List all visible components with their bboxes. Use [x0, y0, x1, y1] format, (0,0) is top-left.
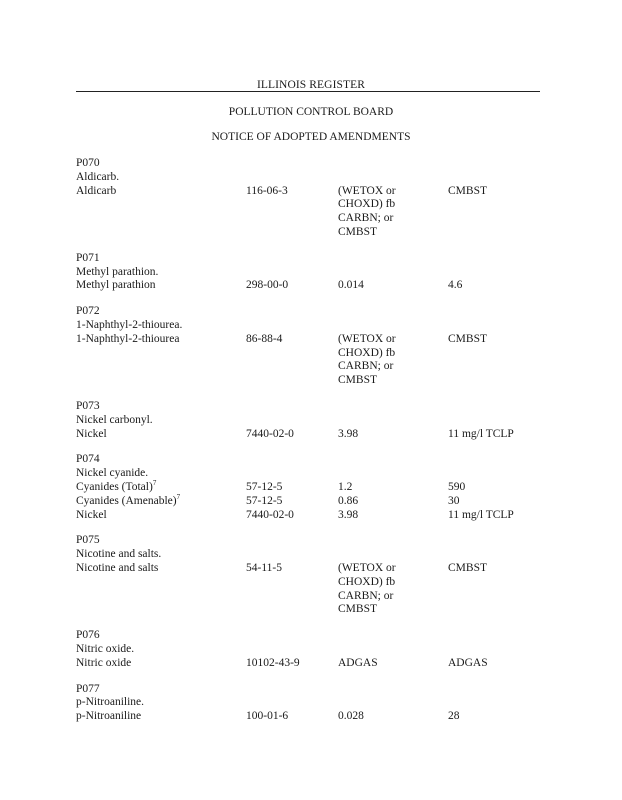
- constituent-row: [76, 481, 546, 495]
- constituent-name: [76, 562, 246, 576]
- cas-number: 57-12-5: [246, 480, 283, 493]
- constituent-name: [76, 185, 246, 199]
- waste-entry: [76, 453, 546, 522]
- wastewater-standard-line: ADGAS: [338, 656, 378, 669]
- notice-title: NOTICE OF ADOPTED AMENDMENTS: [211, 131, 411, 143]
- constituent-name: [76, 492, 246, 509]
- register-header: ILLINOIS REGISTER: [256, 79, 366, 91]
- constituent-row: [76, 185, 546, 240]
- constituent-name: [76, 710, 246, 724]
- constituent-row: [76, 333, 546, 388]
- waste-entry: [76, 683, 546, 724]
- waste-description: Nitric oxide.: [76, 642, 135, 655]
- waste-description: Nickel cyanide.: [76, 467, 149, 480]
- waste-entry: [76, 305, 546, 388]
- constituent-row: [76, 657, 546, 671]
- waste-description: Nickel carbonyl.: [76, 413, 153, 426]
- wastewater-standard-line: 1.2: [338, 480, 353, 493]
- nonwastewater-standard: ADGAS: [448, 656, 488, 669]
- wastewater-standard-line: CHOXD) fb: [338, 575, 396, 588]
- waste-entry: [76, 629, 546, 670]
- constituent-name: [76, 333, 246, 347]
- wastewater-standard-line: 3.98: [338, 427, 359, 440]
- wastewater-standard-line: 0.86: [338, 494, 359, 507]
- cas-number: 7440-02-0: [246, 427, 294, 440]
- cas-number: 7440-02-0: [246, 508, 294, 521]
- wastewater-standard: [338, 185, 448, 240]
- wastewater-standard-line: 0.028: [338, 710, 364, 723]
- constituent-row: [76, 710, 546, 724]
- waste-code-list: [76, 157, 546, 736]
- constituent-name-text: Nicotine and salts: [76, 561, 159, 574]
- waste-code: P076: [76, 629, 100, 642]
- wastewater-standard-line: CMBST: [338, 374, 377, 387]
- cas-number: 54-11-5: [246, 561, 282, 574]
- constituent-name-text: Cyanides (Amenable): [76, 494, 177, 507]
- constituent-row: [76, 509, 546, 523]
- wastewater-standard-line: CMBST: [338, 225, 377, 238]
- nonwastewater-standard: CMBST: [448, 184, 487, 197]
- constituent-name: [76, 509, 246, 523]
- cas-number: 100-01-6: [246, 710, 289, 723]
- constituent-name-text: Cyanides (Total): [76, 480, 153, 493]
- constituent-name: [76, 657, 246, 671]
- wastewater-standard-line: CHOXD) fb: [338, 346, 396, 359]
- wastewater-standard: [338, 428, 448, 442]
- footnote-marker: 7: [152, 479, 157, 488]
- cas-number: 10102-43-9: [246, 656, 300, 669]
- cas-number: 57-12-5: [246, 494, 283, 507]
- wastewater-standard-line: CHOXD) fb: [338, 198, 396, 211]
- constituent-name-text: Aldicarb: [76, 184, 117, 197]
- nonwastewater-standard: CMBST: [448, 332, 487, 345]
- constituent-name-text: Methyl parathion: [76, 279, 156, 292]
- constituent-name-text: Nickel: [76, 427, 107, 440]
- wastewater-standard: [338, 333, 448, 388]
- nonwastewater-standard: 11 mg/l TCLP: [448, 508, 514, 521]
- waste-entry: [76, 400, 546, 441]
- wastewater-standard-line: CARBN; or: [338, 589, 394, 602]
- wastewater-standard: [338, 481, 448, 495]
- constituent-name-text: 1-Naphthyl-2-thiourea: [76, 332, 180, 345]
- constituent-name-text: Nickel: [76, 508, 107, 521]
- waste-code: P072: [76, 305, 100, 318]
- waste-code: P075: [76, 534, 100, 547]
- constituent-name-text: p-Nitroaniline: [76, 710, 142, 723]
- header-rule: [76, 91, 540, 92]
- wastewater-standard-line: CMBST: [338, 603, 377, 616]
- nonwastewater-standard: 4.6: [448, 279, 463, 292]
- wastewater-standard: [338, 562, 448, 617]
- waste-entry: [76, 534, 546, 617]
- waste-entry: [76, 157, 546, 240]
- wastewater-standard-line: 0.014: [338, 279, 364, 292]
- wastewater-standard: [338, 509, 448, 523]
- waste-code: P073: [76, 399, 100, 412]
- wastewater-standard: [338, 279, 448, 293]
- constituent-row: [76, 562, 546, 617]
- constituent-row: [76, 492, 546, 509]
- wastewater-standard-line: (WETOX or: [338, 184, 396, 197]
- cas-number: 116-06-3: [246, 184, 288, 197]
- wastewater-standard-line: 3.98: [338, 508, 359, 521]
- cas-number: 86-88-4: [246, 332, 283, 345]
- waste-description: 1-Naphthyl-2-thiourea.: [76, 318, 183, 331]
- footnote-marker: 7: [176, 492, 181, 501]
- waste-description: Methyl parathion.: [76, 265, 159, 278]
- waste-code: P077: [76, 682, 100, 695]
- constituent-name: [76, 481, 246, 495]
- wastewater-standard-line: CARBN; or: [338, 212, 394, 225]
- constituent-name-text: Nitric oxide: [76, 656, 132, 669]
- nonwastewater-standard: 590: [448, 480, 466, 493]
- wastewater-standard-line: CARBN; or: [338, 360, 394, 373]
- constituent-row: [76, 279, 546, 293]
- waste-description: Nicotine and salts.: [76, 548, 162, 561]
- waste-code: P071: [76, 251, 100, 264]
- nonwastewater-standard: 11 mg/l TCLP: [448, 427, 514, 440]
- constituent-row: [76, 428, 546, 442]
- nonwastewater-standard: CMBST: [448, 561, 487, 574]
- wastewater-standard: [338, 710, 448, 724]
- wastewater-standard: [338, 495, 448, 509]
- wastewater-standard-line: (WETOX or: [338, 561, 396, 574]
- waste-description: Aldicarb.: [76, 170, 120, 183]
- constituent-name: [76, 279, 246, 293]
- nonwastewater-standard: 28: [448, 710, 460, 723]
- waste-description: p-Nitroaniline.: [76, 696, 145, 709]
- nonwastewater-standard: 30: [448, 494, 460, 507]
- constituent-name: [76, 428, 246, 442]
- wastewater-standard-line: (WETOX or: [338, 332, 396, 345]
- cas-number: 298-00-0: [246, 279, 289, 292]
- waste-entry: [76, 252, 546, 293]
- wastewater-standard: [338, 657, 448, 671]
- board-title: POLLUTION CONTROL BOARD: [228, 106, 394, 118]
- waste-code: P074: [76, 453, 100, 466]
- waste-code: P070: [76, 157, 100, 169]
